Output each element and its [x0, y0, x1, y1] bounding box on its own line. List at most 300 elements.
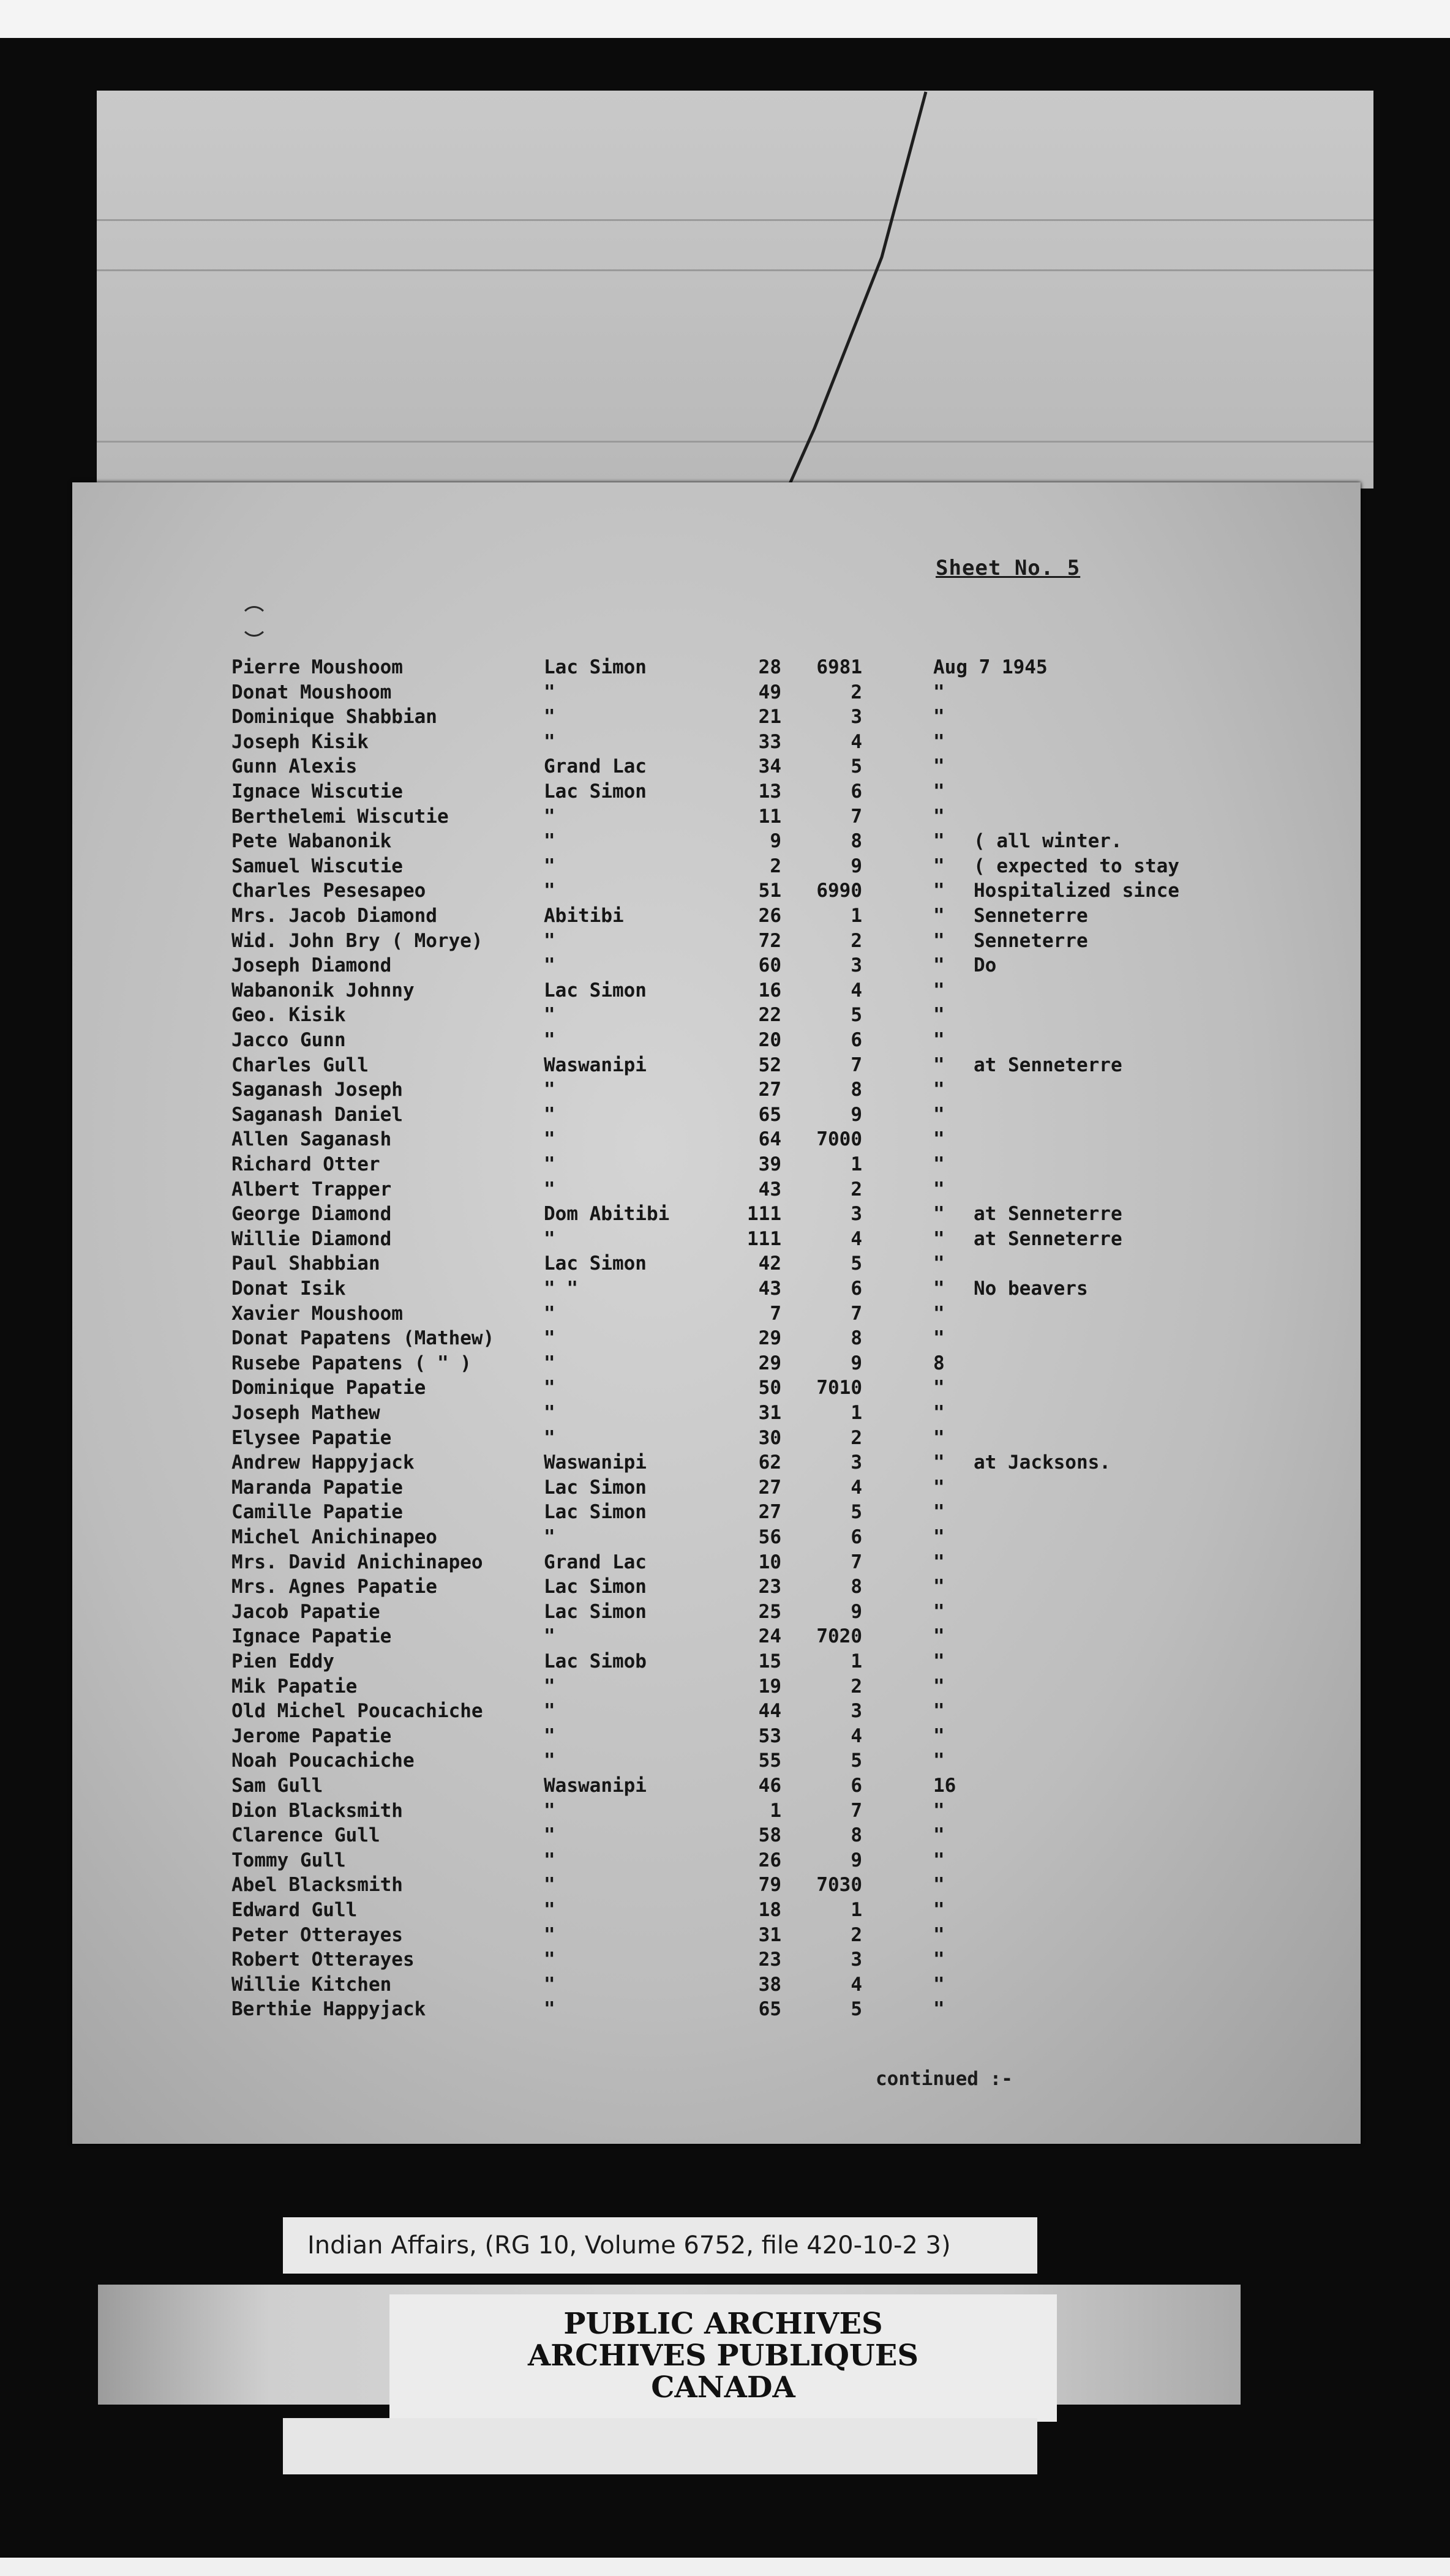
date-mark: Aug 7 1945: [933, 656, 1048, 678]
table-row: [0, 830, 1450, 855]
age-value: 11: [758, 806, 781, 828]
table-row: [0, 1228, 1450, 1252]
person-name: Maranda Papatie: [231, 1477, 403, 1499]
table-row: [0, 1750, 1450, 1774]
date-mark: ": [933, 905, 945, 927]
band-name: Abitibi: [544, 905, 624, 927]
person-name: Mik Papatie: [231, 1676, 358, 1698]
record-number: 5: [851, 1501, 862, 1523]
person-name: Ignace Wiscutie: [231, 781, 403, 803]
date-mark: ": [933, 1601, 945, 1623]
date-mark: ": [933, 1700, 945, 1722]
age-value: 56: [758, 1526, 781, 1548]
record-number: 1: [851, 1899, 862, 1921]
date-mark: ": [933, 979, 945, 1002]
label-backing: [283, 2418, 1037, 2474]
record-number: 9: [851, 1104, 862, 1126]
table-row: [0, 1924, 1450, 1949]
date-mark: ": [933, 1949, 945, 1971]
age-value: 38: [758, 1974, 781, 1996]
person-name: Camille Papatie: [231, 1501, 403, 1523]
person-name: Albert Trapper: [231, 1178, 392, 1200]
table-row: [0, 681, 1450, 706]
person-name: Noah Poucachiche: [231, 1750, 415, 1772]
record-number: 1: [851, 1402, 862, 1424]
record-number: 5: [851, 755, 862, 777]
date-mark: ": [933, 1252, 945, 1275]
person-name: Tommy Gull: [231, 1849, 346, 1871]
date-mark: ": [933, 930, 945, 952]
table-row: [0, 1153, 1450, 1178]
table-row: [0, 1278, 1450, 1302]
person-name: Elysee Papatie: [231, 1427, 392, 1449]
record-number: 2: [851, 1178, 862, 1200]
remark: ( all winter.: [974, 830, 1122, 852]
age-value: 79: [758, 1874, 781, 1896]
remark: No beavers: [974, 1278, 1088, 1300]
record-number: 8: [851, 1327, 862, 1349]
date-mark: ": [933, 1104, 945, 1126]
table-row: [0, 1501, 1450, 1526]
date-mark: ": [933, 1824, 945, 1846]
band-name: ": [544, 681, 555, 703]
band-name: ": [544, 1029, 555, 1051]
date-mark: ": [933, 755, 945, 777]
remark: at Jacksons.: [974, 1451, 1111, 1473]
record-number: 7: [851, 806, 862, 828]
age-value: 27: [758, 1477, 781, 1499]
person-name: Old Michel Poucachiche: [231, 1700, 483, 1722]
person-name: Dominique Shabbian: [231, 706, 437, 728]
table-row: [0, 1427, 1450, 1451]
band-name: ": [544, 731, 555, 753]
band-name: ": [544, 1153, 555, 1175]
band-name: ": [544, 1079, 555, 1101]
record-number: 7030: [816, 1874, 862, 1896]
date-mark: ": [933, 731, 945, 753]
table-row: [0, 1601, 1450, 1625]
person-name: Pierre Moushoom: [231, 656, 403, 678]
citation-label: Indian Affairs, (RG 10, Volume 6752, file 420-10-2 3): [283, 2217, 1037, 2274]
age-value: 111: [747, 1203, 781, 1225]
date-mark: ": [933, 1800, 945, 1822]
age-value: 23: [758, 1576, 781, 1598]
person-name: Saganash Daniel: [231, 1104, 403, 1126]
date-mark: ": [933, 954, 945, 976]
band-name: ": [544, 1303, 555, 1325]
date-mark: ": [933, 1750, 945, 1772]
band-name: ": [544, 1899, 555, 1921]
table-row: [0, 1974, 1450, 1998]
date-mark: ": [933, 681, 945, 703]
record-number: 4: [851, 1228, 862, 1250]
date-mark: ": [933, 1178, 945, 1200]
archives-stamp: [389, 2294, 1057, 2422]
record-number: 2: [851, 1427, 862, 1449]
date-mark: ": [933, 1725, 945, 1747]
date-mark: ": [933, 1029, 945, 1051]
table-row: [0, 656, 1450, 681]
record-number: 5: [851, 1750, 862, 1772]
date-mark: ": [933, 1203, 945, 1225]
person-name: Mrs. David Anichinapeo: [231, 1551, 483, 1573]
age-value: 25: [758, 1601, 781, 1623]
date-mark: ": [933, 880, 945, 902]
table-row: [0, 1824, 1450, 1849]
person-name: Donat Papatens (Mathew): [231, 1327, 495, 1349]
table-row: [0, 1054, 1450, 1079]
record-number: 4: [851, 1477, 862, 1499]
date-mark: ": [933, 1079, 945, 1101]
band-name: ": [544, 855, 555, 877]
band-name: ": [544, 1998, 555, 2020]
person-name: Mrs. Agnes Papatie: [231, 1576, 437, 1598]
band-name: ": [544, 1676, 555, 1698]
age-value: 52: [758, 1054, 781, 1076]
date-mark: ": [933, 1402, 945, 1424]
table-row: [0, 954, 1450, 979]
remark: Senneterre: [974, 905, 1088, 927]
table-row: [0, 930, 1450, 954]
age-value: 9: [770, 830, 781, 852]
band-name: ": [544, 1104, 555, 1126]
person-name: Ignace Papatie: [231, 1625, 392, 1647]
age-value: 39: [758, 1153, 781, 1175]
age-value: 2: [770, 855, 781, 877]
date-mark: ": [933, 1004, 945, 1026]
date-mark: ": [933, 1924, 945, 1946]
person-name: Pien Eddy: [231, 1650, 334, 1672]
person-name: Saganash Joseph: [231, 1079, 403, 1101]
person-name: Rusebe Papatens ( " ): [231, 1352, 471, 1374]
band-name: ": [544, 1526, 555, 1548]
age-value: 49: [758, 681, 781, 703]
record-number: 3: [851, 1451, 862, 1473]
record-number: 6990: [816, 880, 862, 902]
person-name: Jacco Gunn: [231, 1029, 346, 1051]
record-number: 8: [851, 1824, 862, 1846]
person-name: Peter Otterayes: [231, 1924, 403, 1946]
table-row: [0, 806, 1450, 830]
band-name: ": [544, 1625, 555, 1647]
table-row: [0, 1576, 1450, 1600]
person-name: Jacob Papatie: [231, 1601, 380, 1623]
remark: at Senneterre: [974, 1054, 1122, 1076]
age-value: 42: [758, 1252, 781, 1275]
age-value: 72: [758, 930, 781, 952]
record-number: 8: [851, 830, 862, 852]
age-value: 64: [758, 1128, 781, 1150]
date-mark: ": [933, 1128, 945, 1150]
age-value: 23: [758, 1949, 781, 1971]
person-name: Joseph Mathew: [231, 1402, 380, 1424]
date-mark: ": [933, 1974, 945, 1996]
date-mark: ": [933, 1327, 945, 1349]
age-value: 60: [758, 954, 781, 976]
age-value: 26: [758, 905, 781, 927]
date-mark: 16: [933, 1775, 956, 1797]
age-value: 31: [758, 1402, 781, 1424]
person-name: Edward Gull: [231, 1899, 358, 1921]
date-mark: ": [933, 1576, 945, 1598]
age-value: 29: [758, 1352, 781, 1374]
date-mark: ": [933, 1849, 945, 1871]
date-mark: ": [933, 706, 945, 728]
remark: Senneterre: [974, 930, 1088, 952]
table-row: [0, 1079, 1450, 1103]
table-row: [0, 731, 1450, 755]
archives-line-2: ARCHIVES PUBLIQUES: [528, 2338, 918, 2373]
record-number: 7: [851, 1800, 862, 1822]
person-name: Berthelemi Wiscutie: [231, 806, 449, 828]
record-number: 7000: [816, 1128, 862, 1150]
band-name: Lac Simon: [544, 979, 647, 1002]
band-name: Lac Simon: [544, 781, 647, 803]
record-number: 2: [851, 1924, 862, 1946]
age-value: 7: [770, 1303, 781, 1325]
band-name: ": [544, 880, 555, 902]
person-name: Wid. John Bry ( Morye): [231, 930, 483, 952]
archives-line-1: PUBLIC ARCHIVES: [563, 2307, 883, 2341]
record-number: 5: [851, 1004, 862, 1026]
date-mark: ": [933, 1501, 945, 1523]
band-name: ": [544, 954, 555, 976]
date-mark: ": [933, 1998, 945, 2020]
archives-line-3: CANADA: [651, 2370, 795, 2405]
age-value: 18: [758, 1899, 781, 1921]
date-mark: ": [933, 1278, 945, 1300]
age-value: 30: [758, 1427, 781, 1449]
age-value: 34: [758, 755, 781, 777]
record-number: 5: [851, 1998, 862, 2020]
band-name: ": [544, 1178, 555, 1200]
continued-note: continued :-: [876, 2068, 1013, 2090]
table-row: [0, 1775, 1450, 1799]
record-number: 2: [851, 1676, 862, 1698]
band-name: Lac Simob: [544, 1650, 647, 1672]
age-value: 15: [758, 1650, 781, 1672]
age-value: 28: [758, 656, 781, 678]
date-mark: ": [933, 1054, 945, 1076]
table-row: [0, 1526, 1450, 1551]
table-row: [0, 1725, 1450, 1750]
table-row: [0, 1128, 1450, 1153]
date-mark: 8: [933, 1352, 945, 1374]
band-name: Grand Lac: [544, 755, 647, 777]
table-row: [0, 1800, 1450, 1824]
record-number: 9: [851, 1601, 862, 1623]
band-name: Lac Simon: [544, 1576, 647, 1598]
record-number: 1: [851, 1650, 862, 1672]
person-name: Dion Blacksmith: [231, 1800, 403, 1822]
table-row: [0, 1849, 1450, 1874]
date-mark: ": [933, 1451, 945, 1473]
band-name: ": [544, 1352, 555, 1374]
table-row: [0, 1402, 1450, 1426]
age-value: 26: [758, 1849, 781, 1871]
table-row: [0, 905, 1450, 929]
age-value: 29: [758, 1327, 781, 1349]
date-mark: ": [933, 1477, 945, 1499]
date-mark: ": [933, 806, 945, 828]
record-number: 3: [851, 706, 862, 728]
band-name: ": [544, 1800, 555, 1822]
table-row: [0, 1477, 1450, 1501]
record-number: 1: [851, 1153, 862, 1175]
date-mark: ": [933, 1676, 945, 1698]
band-name: Waswanipi: [544, 1054, 647, 1076]
person-name: Mrs. Jacob Diamond: [231, 905, 437, 927]
person-name: Donat Moushoom: [231, 681, 392, 703]
date-mark: ": [933, 1228, 945, 1250]
band-name: ": [544, 1377, 555, 1399]
age-value: 33: [758, 731, 781, 753]
record-number: 6: [851, 1775, 862, 1797]
film-bottom-edge: [0, 2558, 1450, 2576]
table-row: [0, 1303, 1450, 1327]
record-number: 9: [851, 1352, 862, 1374]
table-row: [0, 1178, 1450, 1203]
date-mark: ": [933, 1427, 945, 1449]
record-number: 6981: [816, 656, 862, 678]
table-row: [0, 880, 1450, 904]
record-number: 4: [851, 1725, 862, 1747]
age-value: 62: [758, 1451, 781, 1473]
band-name: ": [544, 1849, 555, 1871]
age-value: 20: [758, 1029, 781, 1051]
table-row: [0, 1998, 1450, 2023]
record-number: 7: [851, 1303, 862, 1325]
age-value: 24: [758, 1625, 781, 1647]
table-row: [0, 1377, 1450, 1401]
band-name: ": [544, 1974, 555, 1996]
table-row: [0, 1104, 1450, 1128]
record-number: 3: [851, 1700, 862, 1722]
table-row: [0, 781, 1450, 805]
band-name: Lac Simon: [544, 1601, 647, 1623]
person-name: Willie Diamond: [231, 1228, 392, 1250]
age-value: 16: [758, 979, 781, 1002]
table-row: [0, 1327, 1450, 1352]
record-number: 3: [851, 954, 862, 976]
band-name: ": [544, 1700, 555, 1722]
record-number: 6: [851, 1278, 862, 1300]
band-name: ": [544, 1824, 555, 1846]
table-row: [0, 1676, 1450, 1700]
person-name: Allen Saganash: [231, 1128, 392, 1150]
remark: Do: [974, 954, 997, 976]
date-mark: ": [933, 830, 945, 852]
band-name: ": [544, 1228, 555, 1250]
table-row: [0, 1252, 1450, 1277]
person-name: Charles Gull: [231, 1054, 369, 1076]
age-value: 65: [758, 1998, 781, 2020]
age-value: 21: [758, 706, 781, 728]
table-row: [0, 1899, 1450, 1923]
person-name: Berthie Happyjack: [231, 1998, 426, 2020]
record-number: 7: [851, 1054, 862, 1076]
record-number: 8: [851, 1576, 862, 1598]
date-mark: ": [933, 1899, 945, 1921]
remark: at Senneterre: [974, 1203, 1122, 1225]
band-name: " ": [544, 1278, 578, 1300]
record-number: 4: [851, 731, 862, 753]
table-row: [0, 1700, 1450, 1724]
person-name: Gunn Alexis: [231, 755, 358, 777]
remark: Hospitalized since: [974, 880, 1179, 902]
band-name: ": [544, 1427, 555, 1449]
age-value: 31: [758, 1924, 781, 1946]
band-name: Lac Simon: [544, 656, 647, 678]
age-value: 44: [758, 1700, 781, 1722]
date-mark: ": [933, 1526, 945, 1548]
age-value: 22: [758, 1004, 781, 1026]
record-number: 6: [851, 1029, 862, 1051]
page-crease-line: [0, 0, 1450, 551]
band-name: Lac Simon: [544, 1252, 647, 1275]
age-value: 50: [758, 1377, 781, 1399]
age-value: 58: [758, 1824, 781, 1846]
date-mark: ": [933, 1551, 945, 1573]
age-value: 51: [758, 880, 781, 902]
table-row: [0, 1451, 1450, 1476]
person-name: Xavier Moushoom: [231, 1303, 403, 1325]
record-number: 3: [851, 1203, 862, 1225]
table-row: [0, 1004, 1450, 1028]
band-name: ": [544, 830, 555, 852]
record-number: 7: [851, 1551, 862, 1573]
person-name: Willie Kitchen: [231, 1974, 392, 1996]
table-row: [0, 1029, 1450, 1054]
person-name: Jerome Papatie: [231, 1725, 392, 1747]
table-row: [0, 706, 1450, 730]
band-name: ": [544, 706, 555, 728]
date-mark: ": [933, 1303, 945, 1325]
person-name: Sam Gull: [231, 1775, 323, 1797]
person-name: Dominique Papatie: [231, 1377, 426, 1399]
person-name: Paul Shabbian: [231, 1252, 380, 1275]
date-mark: ": [933, 1153, 945, 1175]
record-number: 2: [851, 681, 862, 703]
record-number: 9: [851, 1849, 862, 1871]
person-name: Robert Otterayes: [231, 1949, 415, 1971]
table-row: [0, 1650, 1450, 1675]
age-value: 43: [758, 1178, 781, 1200]
record-number: 3: [851, 1949, 862, 1971]
person-name: Richard Otter: [231, 1153, 380, 1175]
age-value: 43: [758, 1278, 781, 1300]
table-row: [0, 1625, 1450, 1650]
remark: at Senneterre: [974, 1228, 1122, 1250]
band-name: ": [544, 1327, 555, 1349]
record-number: 7020: [816, 1625, 862, 1647]
person-name: Michel Anichinapeo: [231, 1526, 437, 1548]
record-number: 2: [851, 930, 862, 952]
age-value: 27: [758, 1079, 781, 1101]
record-number: 6: [851, 781, 862, 803]
band-name: Waswanipi: [544, 1775, 647, 1797]
punch-hole-mark: [240, 606, 268, 637]
date-mark: ": [933, 781, 945, 803]
band-name: ": [544, 806, 555, 828]
band-name: Lac Simon: [544, 1501, 647, 1523]
remark: ( expected to stay: [974, 855, 1179, 877]
person-name: Donat Isik: [231, 1278, 346, 1300]
age-value: 1: [770, 1800, 781, 1822]
band-name: ": [544, 1128, 555, 1150]
age-value: 27: [758, 1501, 781, 1523]
age-value: 53: [758, 1725, 781, 1747]
